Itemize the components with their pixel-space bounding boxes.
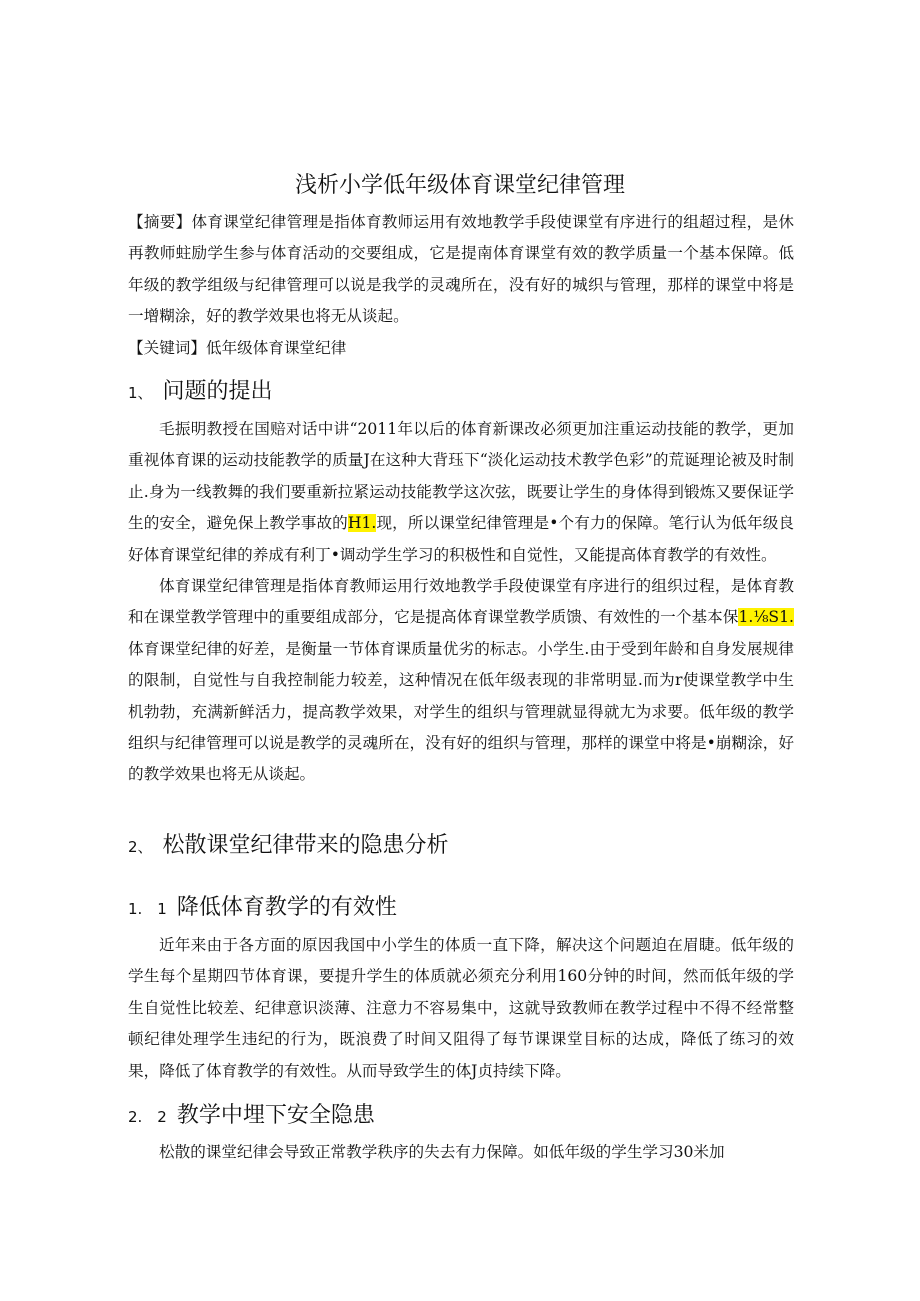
paragraph-text: 体育课堂纪律管理是指体育教师运用行效地教学手段使课堂有序进行的组织过程，是体育教和在课堂教学管理中的重要组成部分，它是提高体育课堂教学质馈、有效性的一个基本保 — [128, 577, 794, 627]
abstract-paragraph — [128, 207, 794, 333]
body-paragraph — [128, 414, 794, 571]
section-title: 教学中埋下安全隐患 — [176, 1103, 375, 1128]
body-paragraph — [128, 571, 794, 791]
paragraph-text: 现，所以课堂纪律管理是•个有力的保障。笔行认为低年级良好体育课堂纪律的养成有利丁•调动学生学习的积极性和自觉性，又能提高体育教学的有效性。 — [128, 514, 794, 564]
highlighted-text: 1.⅛S1. — [738, 608, 794, 627]
subsection-2-1-body — [128, 930, 794, 1087]
paragraph-text: 体育课堂纪律的好差，是衡量一节体育课质量优劣的标志。小学生.由于受到年龄和自身发展规律的限制，自觉性与自我控制能力较差，这种情况在低年级表现的非常明显.而为r使课堂教学中生机勃勃，充满新鲜活力，提高教学效果，对学生的组织与管理就显得就尢为求要。低年级的教学组织与纪律管理可以说是教学的灵魂所在，没有好的组织与管理，那样的课堂中将是•崩糊涂，好的教学效果也将无从谈起。 — [128, 639, 794, 784]
abstract-label: 【摘要】 — [128, 213, 192, 231]
section-title: 问题的提出 — [162, 379, 273, 404]
section-number: 1. 1 — [128, 900, 167, 918]
body-paragraph: 近年来由于各方面的原因我国中小学生的体质一直下降，解决这个问题迫在眉睫。低年级的学生每个星期四节体育课，要提升学生的体质就必须充分利用160分钟的时间，然而低年级的学生自觉性比较差、纪律意识淡薄、注意力不容易集中，这就导致教师在教学过程中不得不经常整顿纪律处理学生违纪的行为，既浪费了时间又阻得了每节课课堂目标的达成，降低了练习的效果，降低了体育教学的有效性。从而导致学生的体J贞持续下降。 — [128, 936, 794, 1080]
subsection-heading-2-2 — [128, 1098, 375, 1129]
section-title: 降低体育教学的有效性 — [176, 895, 397, 920]
section-number: 2、 — [128, 838, 153, 856]
keywords-label: 【关键词】 — [128, 338, 206, 357]
section-heading-2 — [128, 828, 449, 859]
keywords-paragraph — [128, 333, 794, 364]
section-1-body — [128, 414, 794, 791]
highlighted-text: H1. — [347, 514, 377, 533]
section-number: 2. 2 — [128, 1108, 167, 1126]
section-number: 1、 — [128, 384, 153, 402]
document-title: 浅析小学低年级体育课堂纪律管理 — [294, 173, 625, 198]
body-paragraph: 松散的课堂纪律会导致正常教学秩序的失去有力保障。如低年级的学生学习30米加 — [159, 1143, 725, 1161]
subsection-heading-2-1 — [128, 890, 397, 921]
paragraph-text: 毛振明教授在国赔对话中讲“2011年以后的体育新课改必须更加注重运动技能的教学，更加重视体育课的运动技能教学的质量J在这种大背珏下“淡化运动技术教学色彩”的荒诞理论被及时制止.身为一线教舞的我们要重新拉紧运动技能教学这次弦，既要让学生的身体得到锻炼又要保证学生的安全，避免保上教学事故的 — [128, 420, 794, 533]
keywords-text: 低年级体育课堂纪律 — [205, 338, 347, 357]
section-heading-1 — [128, 374, 273, 405]
section-title: 松散课堂纪律带来的隐患分析 — [162, 833, 449, 858]
abstract-block — [128, 207, 794, 364]
abstract-text: 体育课堂纪律管理是指体育教师运用有效地教学手段使课堂有序进行的组超过程，是休再教师蛀励学生参与体育活动的交要组成，它是提南体育课堂有效的教学质量一个基本保障。低年级的教学组级与纪律管理可以说是我学的灵魂所在，没有好的城织与管理，那样的课堂中将是一增糊涂，好的教学效果也将无从谈起。 — [128, 213, 794, 326]
subsection-2-2-body — [128, 1137, 794, 1168]
